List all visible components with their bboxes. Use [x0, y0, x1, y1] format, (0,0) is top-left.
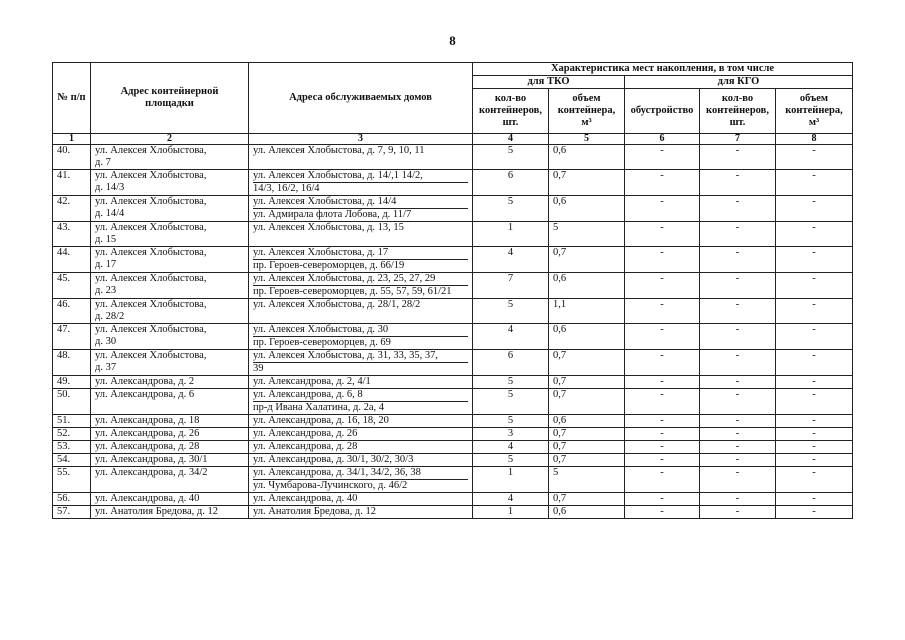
site-address: [91, 467, 249, 493]
tko-count: 6: [473, 350, 549, 376]
house-address-line: пр-д Ивана Халатина, д. 2а, 4: [253, 402, 385, 413]
kgo-volume: -: [776, 145, 853, 170]
kgo-volume: -: [776, 299, 853, 324]
table-row: [53, 247, 853, 273]
kgo-setup: -: [625, 467, 700, 493]
site-address-line: ул. Алексея Хлобыстова,: [95, 273, 207, 284]
site-address-line: ул. Алексея Хлобыстова,: [95, 145, 207, 156]
kgo-volume: -: [776, 428, 853, 441]
served-houses: [249, 145, 473, 170]
site-address-line: д. 17: [95, 259, 117, 270]
tko-volume: 0,7: [549, 389, 625, 415]
tko-volume: 0,6: [549, 324, 625, 350]
table-row: [53, 389, 853, 415]
site-address: [91, 376, 249, 389]
kgo-count: -: [700, 170, 776, 196]
kgo-count: -: [700, 376, 776, 389]
kgo-setup: -: [625, 196, 700, 222]
site-address-line: ул. Александрова, д. 30/1: [95, 454, 208, 465]
served-houses: [249, 441, 473, 454]
kgo-setup: -: [625, 247, 700, 273]
row-number: 45.: [53, 273, 91, 299]
served-houses: [249, 415, 473, 428]
table-row: [53, 428, 853, 441]
site-address: [91, 196, 249, 222]
kgo-volume: -: [776, 273, 853, 299]
site-address-line: д. 37: [95, 362, 117, 373]
kgo-volume: -: [776, 493, 853, 506]
row-number: 43.: [53, 222, 91, 247]
served-houses: [249, 170, 473, 196]
row-number: 53.: [53, 441, 91, 454]
house-address-line: ул. Александрова, д. 30/1, 30/2, 30/3: [253, 454, 414, 465]
row-number: 48.: [53, 350, 91, 376]
column-number: 4: [473, 134, 549, 145]
site-address-line: ул. Александрова, д. 18: [95, 415, 200, 426]
site-address: [91, 441, 249, 454]
tko-count: 5: [473, 376, 549, 389]
site-address: [91, 350, 249, 376]
tko-volume: 5: [549, 222, 625, 247]
kgo-volume: -: [776, 222, 853, 247]
house-address-line: ул. Алексея Хлобыстова, д. 31, 33, 35, 37,: [253, 350, 468, 363]
table-row: [53, 493, 853, 506]
site-address: [91, 299, 249, 324]
row-number: 44.: [53, 247, 91, 273]
site-address-line: ул. Алексея Хлобыстова,: [95, 324, 207, 335]
site-address: [91, 428, 249, 441]
house-address-line: ул. Алексея Хлобыстова, д. 23, 25, 27, 29: [253, 273, 468, 286]
kgo-setup: -: [625, 389, 700, 415]
house-address-line: ул. Адмирала флота Лобова, д. 11/7: [253, 209, 412, 220]
row-number: 50.: [53, 389, 91, 415]
kgo-volume: -: [776, 247, 853, 273]
kgo-count: -: [700, 324, 776, 350]
site-address-line: д. 14/3: [95, 182, 125, 193]
site-address-line: д. 28/2: [95, 311, 125, 322]
site-address-line: д. 30: [95, 336, 117, 347]
site-address-line: ул. Анатолия Бредова, д. 12: [95, 506, 218, 517]
kgo-volume: -: [776, 170, 853, 196]
column-number: 7: [700, 134, 776, 145]
tko-count: 1: [473, 222, 549, 247]
header-tko-volume: объем контейнера, м³: [549, 89, 625, 134]
site-address-line: д. 15: [95, 234, 117, 245]
kgo-count: -: [700, 467, 776, 493]
house-address-line: ул. Александрова, д. 26: [253, 428, 358, 439]
kgo-volume: -: [776, 324, 853, 350]
table-row: [53, 170, 853, 196]
site-address: [91, 273, 249, 299]
kgo-count: -: [700, 299, 776, 324]
tko-volume: 1,1: [549, 299, 625, 324]
served-houses: [249, 222, 473, 247]
house-address-line: ул. Александрова, д. 16, 18, 20: [253, 415, 389, 426]
site-address-line: д. 14/4: [95, 208, 125, 219]
table-row: [53, 350, 853, 376]
header-houses: Адреса обслуживаемых домов: [249, 63, 473, 134]
kgo-count: -: [700, 389, 776, 415]
site-address-line: ул. Алексея Хлобыстова,: [95, 196, 207, 207]
tko-volume: 0,6: [549, 506, 625, 519]
served-houses: [249, 324, 473, 350]
kgo-volume: -: [776, 376, 853, 389]
table-row: [53, 467, 853, 493]
site-address-line: д. 7: [95, 157, 111, 168]
row-number: 54.: [53, 454, 91, 467]
house-address-line: пр. Героев-североморцев, д. 69: [253, 337, 391, 348]
kgo-setup: -: [625, 376, 700, 389]
header-group-tko: для ТКО: [473, 76, 625, 89]
site-address-line: д. 23: [95, 285, 117, 296]
tko-volume: 0,7: [549, 441, 625, 454]
table-row: [53, 376, 853, 389]
tko-volume: 0,7: [549, 170, 625, 196]
kgo-volume: -: [776, 389, 853, 415]
site-address: [91, 222, 249, 247]
site-address-line: ул. Александрова, д. 26: [95, 428, 200, 439]
row-number: 40.: [53, 145, 91, 170]
column-number: 8: [776, 134, 853, 145]
kgo-volume: -: [776, 196, 853, 222]
row-number: 52.: [53, 428, 91, 441]
kgo-count: -: [700, 350, 776, 376]
row-number: 46.: [53, 299, 91, 324]
table-row: [53, 324, 853, 350]
house-address-line: ул. Александрова, д. 6, 8: [253, 389, 468, 402]
tko-volume: 0,7: [549, 493, 625, 506]
table-row: [53, 145, 853, 170]
house-address-line: ул. Алексея Хлобыстова, д. 14/,1 14/2,: [253, 170, 468, 183]
site-address-line: ул. Александрова, д. 6: [95, 389, 195, 400]
container-sites-table: [52, 62, 853, 519]
kgo-count: -: [700, 506, 776, 519]
site-address-line: ул. Алексея Хлобыстова,: [95, 350, 207, 361]
kgo-setup: -: [625, 222, 700, 247]
kgo-count: -: [700, 428, 776, 441]
kgo-setup: -: [625, 428, 700, 441]
house-address-line: ул. Чумбарова-Лучинского, д. 46/2: [253, 480, 408, 491]
site-address: [91, 247, 249, 273]
site-address-line: ул. Алексея Хлобыстова,: [95, 299, 207, 310]
site-address: [91, 415, 249, 428]
kgo-count: -: [700, 273, 776, 299]
house-address-line: ул. Алексея Хлобыстова, д. 13, 15: [253, 222, 404, 233]
served-houses: [249, 428, 473, 441]
kgo-count: -: [700, 145, 776, 170]
row-number: 56.: [53, 493, 91, 506]
served-houses: [249, 196, 473, 222]
tko-count: 4: [473, 247, 549, 273]
site-address: [91, 454, 249, 467]
tko-volume: 0,7: [549, 454, 625, 467]
house-address-line: ул. Алексея Хлобыстова, д. 7, 9, 10, 11: [253, 145, 425, 156]
kgo-setup: -: [625, 273, 700, 299]
kgo-count: -: [700, 493, 776, 506]
header-kgo-count: кол-во контейнеров, шт.: [700, 89, 776, 134]
house-address-line: ул. Алексея Хлобыстова, д. 30: [253, 324, 468, 337]
house-address-line: пр. Героев-североморцев, д. 66/19: [253, 260, 405, 271]
kgo-setup: -: [625, 506, 700, 519]
tko-count: 4: [473, 441, 549, 454]
header-num: № п/п: [53, 63, 91, 134]
tko-count: 5: [473, 389, 549, 415]
tko-count: 1: [473, 467, 549, 493]
served-houses: [249, 493, 473, 506]
house-address-line: 39: [253, 363, 264, 374]
house-address-line: ул. Александрова, д. 2, 4/1: [253, 376, 371, 387]
kgo-volume: -: [776, 454, 853, 467]
row-number: 51.: [53, 415, 91, 428]
kgo-setup: -: [625, 441, 700, 454]
tko-count: 6: [473, 170, 549, 196]
row-number: 57.: [53, 506, 91, 519]
row-number: 49.: [53, 376, 91, 389]
house-address-line: ул. Алексея Хлобыстова, д. 28/1, 28/2: [253, 299, 421, 310]
tko-volume: 5: [549, 467, 625, 493]
kgo-volume: -: [776, 415, 853, 428]
column-number: 1: [53, 134, 91, 145]
kgo-setup: -: [625, 170, 700, 196]
served-houses: [249, 299, 473, 324]
site-address-line: ул. Александрова, д. 34/2: [95, 467, 208, 478]
column-number: 6: [625, 134, 700, 145]
tko-count: 5: [473, 454, 549, 467]
table-row: [53, 441, 853, 454]
served-houses: [249, 506, 473, 519]
kgo-count: -: [700, 441, 776, 454]
site-address-line: ул. Алексея Хлобыстова,: [95, 170, 207, 181]
kgo-count: -: [700, 415, 776, 428]
kgo-setup: -: [625, 145, 700, 170]
tko-volume: 0,6: [549, 145, 625, 170]
table-row: [53, 273, 853, 299]
kgo-count: -: [700, 222, 776, 247]
site-address: [91, 493, 249, 506]
served-houses: [249, 247, 473, 273]
house-address-line: ул. Александрова, д. 28: [253, 441, 358, 452]
row-number: 47.: [53, 324, 91, 350]
house-address-line: ул. Александрова, д. 40: [253, 493, 358, 504]
site-address: [91, 170, 249, 196]
kgo-setup: -: [625, 350, 700, 376]
tko-volume: 0,6: [549, 415, 625, 428]
kgo-volume: -: [776, 467, 853, 493]
tko-volume: 0,7: [549, 376, 625, 389]
site-address-line: ул. Александрова, д. 28: [95, 441, 200, 452]
column-number: 2: [91, 134, 249, 145]
header-kgo-setup: обустройство: [625, 89, 700, 134]
tko-count: 1: [473, 506, 549, 519]
table-row: [53, 299, 853, 324]
header-site: Адрес контейнерной площадки: [91, 63, 249, 134]
tko-count: 4: [473, 493, 549, 506]
tko-count: 5: [473, 196, 549, 222]
tko-count: 7: [473, 273, 549, 299]
kgo-setup: -: [625, 493, 700, 506]
site-address: [91, 145, 249, 170]
kgo-setup: -: [625, 299, 700, 324]
table-row: [53, 222, 853, 247]
served-houses: [249, 273, 473, 299]
house-address-line: 14/3, 16/2, 16/4: [253, 183, 320, 194]
served-houses: [249, 376, 473, 389]
kgo-setup: -: [625, 415, 700, 428]
kgo-count: -: [700, 454, 776, 467]
table-body: [53, 145, 853, 519]
tko-volume: 0,6: [549, 273, 625, 299]
table-row: [53, 454, 853, 467]
row-number: 55.: [53, 467, 91, 493]
tko-count: 4: [473, 324, 549, 350]
site-address-line: ул. Александрова, д. 2: [95, 376, 195, 387]
table-row: [53, 196, 853, 222]
tko-count: 3: [473, 428, 549, 441]
kgo-volume: -: [776, 441, 853, 454]
house-address-line: пр. Героев-североморцев, д. 55, 57, 59, 61/21: [253, 286, 452, 297]
kgo-volume: -: [776, 506, 853, 519]
table-row: [53, 415, 853, 428]
header-kgo-volume: объем контейнера, м³: [776, 89, 853, 134]
house-address-line: ул. Александрова, д. 34/1, 34/2, 36, 38: [253, 467, 468, 480]
tko-volume: 0,7: [549, 350, 625, 376]
kgo-volume: -: [776, 350, 853, 376]
kgo-setup: -: [625, 324, 700, 350]
row-number: 42.: [53, 196, 91, 222]
table-row: [53, 506, 853, 519]
served-houses: [249, 389, 473, 415]
tko-volume: 0,6: [549, 196, 625, 222]
tko-count: 5: [473, 299, 549, 324]
site-address: [91, 389, 249, 415]
tko-volume: 0,7: [549, 247, 625, 273]
site-address-line: ул. Алексея Хлобыстова,: [95, 247, 207, 258]
site-address: [91, 324, 249, 350]
served-houses: [249, 454, 473, 467]
tko-count: 5: [473, 415, 549, 428]
kgo-setup: -: [625, 454, 700, 467]
tko-count: 5: [473, 145, 549, 170]
site-address: [91, 506, 249, 519]
header-tko-count: кол-во контейнеров, шт.: [473, 89, 549, 134]
served-houses: [249, 467, 473, 493]
house-address-line: ул. Анатолия Бредова, д. 12: [253, 506, 376, 517]
kgo-count: -: [700, 196, 776, 222]
tko-volume: 0,7: [549, 428, 625, 441]
header-group-main: Характеристика мест накопления, в том числе: [473, 63, 853, 76]
page-number: 8: [449, 33, 456, 48]
kgo-count: -: [700, 247, 776, 273]
house-address-line: ул. Алексея Хлобыстова, д. 17: [253, 247, 468, 260]
served-houses: [249, 350, 473, 376]
house-address-line: ул. Алексея Хлобыстова, д. 14/4: [253, 196, 468, 209]
site-address-line: ул. Алексея Хлобыстова,: [95, 222, 207, 233]
site-address-line: ул. Александрова, д. 40: [95, 493, 200, 504]
column-number: 3: [249, 134, 473, 145]
header-group-kgo: для КГО: [625, 76, 853, 89]
row-number: 41.: [53, 170, 91, 196]
column-number: 5: [549, 134, 625, 145]
